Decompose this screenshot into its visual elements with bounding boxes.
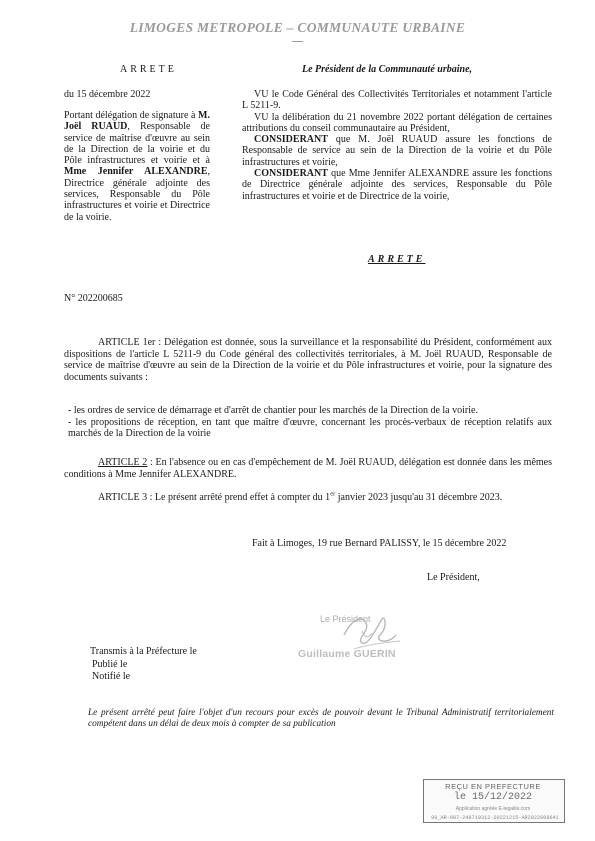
document-date: du 15 décembre 2022 [64,89,151,100]
delegate-name-2: Mme Jennifer ALEXANDRE [64,166,208,178]
transmis-prefecture: Transmis à la Préfecture le [90,646,197,657]
summary-intro: Portant délégation de signature à [64,110,196,121]
vu-clause-2: VU la délibération du 21 novembre 2022 portant délégation de certaines attributions du conseil communautaire au Président, [242,111,552,134]
publie-le: Publié le [92,658,128,670]
article-3 [98,492,558,504]
list-item: - les ordres de service de démarrage et d'arrêt de chantier pour les marchés de la Direction de la voirie. [68,405,478,416]
notifie-le: Notifié le [92,671,131,682]
header-dash: — [292,35,303,47]
delegation-summary [64,110,210,223]
article-2 [64,457,552,480]
considerant-label: CONSIDERANT [254,134,328,146]
organization-header: LIMOGES METROPOLE – COMMUNAUTE URBAINE [129,20,466,35]
article-3-text-end: janvier 2023 jusqu'au 31 décembre 2023. [335,492,503,503]
stamp-date: le 15/12/2022 [453,792,532,803]
article-2-label: ARTICLE 2 [98,457,148,468]
preamble [242,89,552,202]
article-3-sup: er [330,490,336,498]
stamp-title: REÇU EN PREFECTURE [445,782,541,791]
article-2-text: : En l'absence ou en cas d'empêchement de M. Joël RUAUD, délégation est donnée dans les mêmes conditions à Mme Jennifer ALEXANDRE. [64,457,552,480]
article-1: ARTICLE 1er : Délégation est donnée, sous la surveillance et la responsabilité du Président, conformément aux dispositions de l'article L 5211-9 du Code général des collectivités territoriales, à M. Joël RUAUD, Responsable de service de maîtrise d'œuvre au sein de la Direction de la voirie et du Pôle infrastructures et voirie, pour la signature des documents suivants : [64,337,552,383]
delegated-documents-list [68,405,552,440]
president-heading: Le Président de la Communauté urbaine, [302,64,473,75]
signature-stamp-role: Le Président [320,614,371,624]
arrete-heading: ARRETE [368,254,426,265]
place-and-date: Fait à Limoges, 19 rue Bernard PALISSY, le 15 décembre 2022 [252,538,507,549]
appeal-notice: Le présent arrêté peut faire l'objet d'un recours pour excès de pouvoir devant le Tribunal Administratif territorialement compétent dans un délai de deux mois à compter de sa publication [88,708,554,730]
summary-text-1: , Responsable de service de maîtrise d'œuvre au sein de la Direction de la voirie et du Pôle infrastructures et voirie et à [64,121,210,167]
signature-stamp-name: Guillaume GUERIN [298,648,396,660]
summary-text-2: , Directrice générale adjointe des services, Responsable du Pôle infrastructures et voirie et Directrice de la voirie. [64,166,210,223]
signatory-title: Le Président, [427,572,480,583]
delegate-name-1: M. Joël RUAUD [64,110,210,133]
considerant-text: que Mme Jennifer ALEXANDRE assure les fonctions de Directrice générale adjointe des services, Responsable du Pôle infrastructures et voirie et de Directrice de la voirie, [242,168,552,202]
list-item: - les propositions de réception, en tant que maître d'œuvre, concernant les procès-verbaux de réception relatifs aux marchés de la Direction de la voirie [68,416,552,439]
considerant-label: CONSIDERANT [254,168,328,180]
arrete-heading-top: ARRETE [120,64,177,75]
decree-number: N° 202200685 [64,293,123,304]
article-3-text: ARTICLE 3 : Le présent arrêté prend effet à compter du 1 [98,492,331,503]
considerant-text: que M. Joël RUAUD assure les fonctions de Responsable de service au sein de la Direction de la voirie et du Pôle infrastructures et voirie, [242,134,552,168]
transmission-block [90,646,197,684]
stamp-reference-id: 99_AR-087-248719312-20221215-AR2022008641 [431,815,559,821]
vu-clause-1: VU le Code Général des Collectivités Territoriales et notamment l'article L 5211-9. [242,89,552,112]
considerant-clause-1 [242,134,552,168]
stamp-application: Application agréée E-legalite.com [455,806,531,812]
considerant-clause-2 [242,168,552,202]
